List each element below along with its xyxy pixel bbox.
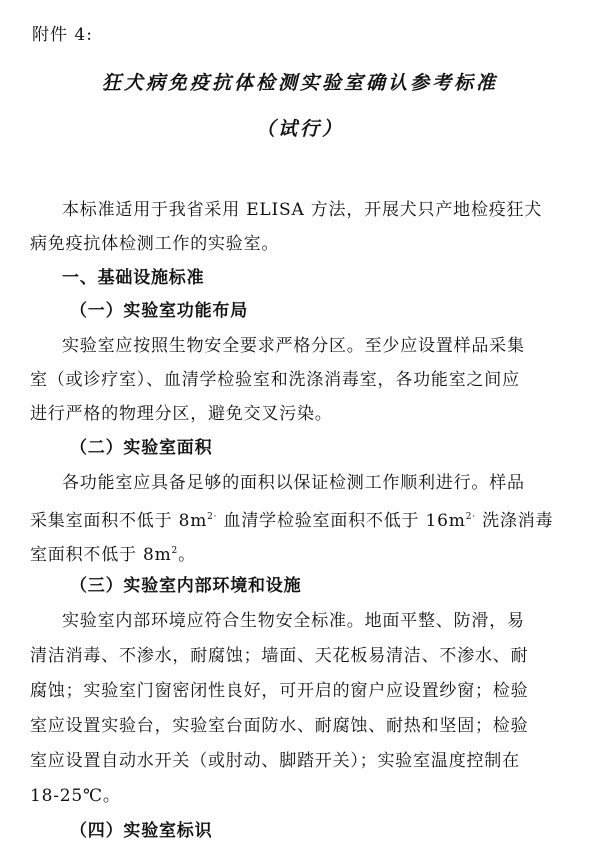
subsection-heading-environment: （三）实验室内部环境和设施 xyxy=(70,576,302,596)
area-period: 。 xyxy=(178,545,196,565)
layout-line-1: 实验室应按照生物安全要求严格分区。至少应设置样品采集 xyxy=(62,336,525,356)
document-subtitle: （试行） xyxy=(255,118,344,140)
area-superscript: 2 xyxy=(171,546,179,556)
area-superscript: 2· xyxy=(465,512,476,522)
document-title: 狂犬病免疫抗体检测实验室确认参考标准 xyxy=(101,72,498,94)
environment-line-3: 腐蚀；实验室门窗密闭性良好，可开启的窗户应设置纱窗；检验 xyxy=(30,681,529,701)
environment-line-1: 实验室内部环境应符合生物安全标准。地面平整、防滑，易 xyxy=(62,611,525,631)
section-heading-infrastructure: 一、基础设施标准 xyxy=(62,268,205,288)
subsection-heading-signage: （四）实验室标识 xyxy=(70,821,213,841)
area-wash-room: 洗涤消毒 xyxy=(482,511,554,531)
area-line-1: 各功能室应具备足够的面积以保证检测工作顺利进行。样品 xyxy=(62,473,525,493)
area-line-3 xyxy=(30,541,580,565)
attachment-label: 附件 4: xyxy=(32,25,93,45)
area-line-2 xyxy=(30,507,580,531)
environment-line-4: 室应设置实验台，实验室台面防水、耐腐蚀、耐热和坚固；检验 xyxy=(30,716,529,736)
subsection-heading-layout: （一）实验室功能布局 xyxy=(70,301,248,321)
environment-line-6: 18-25℃。 xyxy=(30,786,121,806)
area-serology-room: 血清学检验室面积不低于 16m xyxy=(223,511,466,531)
layout-line-3: 进行严格的物理分区，避免交叉污染。 xyxy=(30,404,333,424)
subsection-heading-area: （二）实验室面积 xyxy=(70,438,213,458)
intro-line-2: 病免疫抗体检测工作的实验室。 xyxy=(30,234,280,254)
area-collection-room: 采集室面积不低于 8m xyxy=(30,511,208,531)
intro-line-1: 本标准适用于我省采用 ELISA 方法，开展犬只产地检疫狂犬 xyxy=(62,200,543,220)
layout-line-2: 室（或诊疗室）、血清学检验室和洗涤消毒室，各功能室之间应 xyxy=(30,370,520,390)
environment-line-2: 清洁消毒、不渗水，耐腐蚀；墙面、天花板易清洁、不渗水、耐 xyxy=(30,646,529,666)
area-superscript: 2· xyxy=(207,512,218,522)
environment-line-5: 室应设置自动水开关（或肘动、脚踏开关）；实验室温度控制在 xyxy=(30,751,520,771)
area-wash-room-value: 室面积不低于 8m xyxy=(30,545,172,565)
